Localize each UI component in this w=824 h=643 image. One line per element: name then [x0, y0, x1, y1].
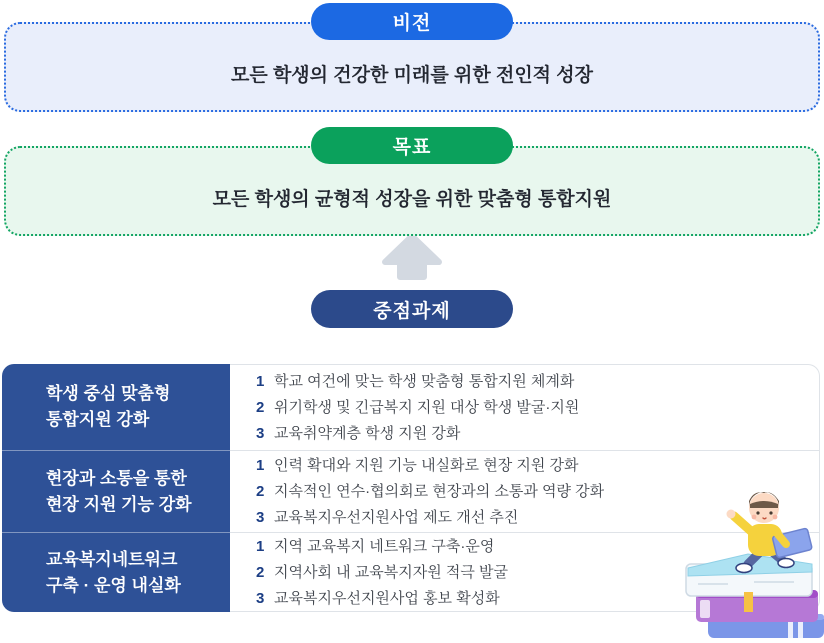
item-text: 교육복지우선지원사업 제도 개선 추진: [274, 509, 519, 526]
item-number: 1: [256, 457, 265, 474]
item-number: 2: [256, 483, 265, 500]
task-category-line: 현장 지원 기능 강화: [46, 494, 192, 514]
goal-statement: 모든 학생의 균형적 성장을 위한 맞춤형 통합지원: [212, 188, 612, 210]
item-text: 교육취약계층 학생 지원 강화: [274, 424, 461, 442]
vision-statement: 모든 학생의 건강한 미래를 위한 전인적 성장: [230, 64, 594, 86]
key-tasks-badge: 중점과제: [311, 290, 513, 328]
item-text: 지역사회 내 교육복지자원 적극 발굴: [274, 564, 509, 581]
task-items-cell: [230, 364, 820, 450]
item-number: 3: [256, 424, 265, 442]
task-category-line: 교육복지네트워크: [46, 549, 178, 569]
task-item: [256, 397, 820, 418]
task-category-line: 구축 · 운영 내실화: [46, 575, 181, 595]
item-number: 2: [256, 564, 265, 581]
item-number: 1: [256, 538, 265, 555]
task-category-cell: [2, 532, 230, 612]
item-text: 학교 여건에 맞는 학생 맞춤형 통합지원 체계화: [274, 372, 575, 390]
item-number: 1: [256, 372, 265, 390]
task-category-cell: [2, 364, 230, 450]
task-item: [256, 371, 820, 392]
item-text: 지속적인 연수·협의회로 현장과의 소통과 역량 강화: [274, 483, 605, 500]
task-category-line: 통합지원 강화: [46, 410, 150, 429]
task-category-line: 학생 중심 맞춤형: [46, 384, 171, 403]
item-text: 위기학생 및 긴급복지 지원 대상 학생 발굴·지원: [274, 398, 580, 416]
child-on-books-illustration: [684, 488, 824, 638]
task-category-cell: [2, 450, 230, 532]
vision-badge: 비전: [311, 3, 513, 40]
task-category-line: 현장과 소통을 통한: [46, 468, 187, 488]
item-text: 지역 교육복지 네트워크 구축·운영: [274, 538, 495, 555]
item-number: 3: [256, 509, 265, 526]
item-text: 인력 확대와 지원 기능 내실화로 현장 지원 강화: [274, 457, 579, 474]
item-number: 2: [256, 398, 265, 416]
table-row: [2, 364, 820, 450]
item-number: 3: [256, 590, 265, 607]
task-item: [256, 423, 820, 444]
up-arrow-icon: [381, 233, 443, 281]
item-text: 교육복지우선지원사업 홍보 확성화: [274, 590, 500, 607]
bookmark: [744, 592, 753, 612]
goal-badge: 목표: [311, 127, 513, 164]
task-item: [256, 455, 820, 476]
